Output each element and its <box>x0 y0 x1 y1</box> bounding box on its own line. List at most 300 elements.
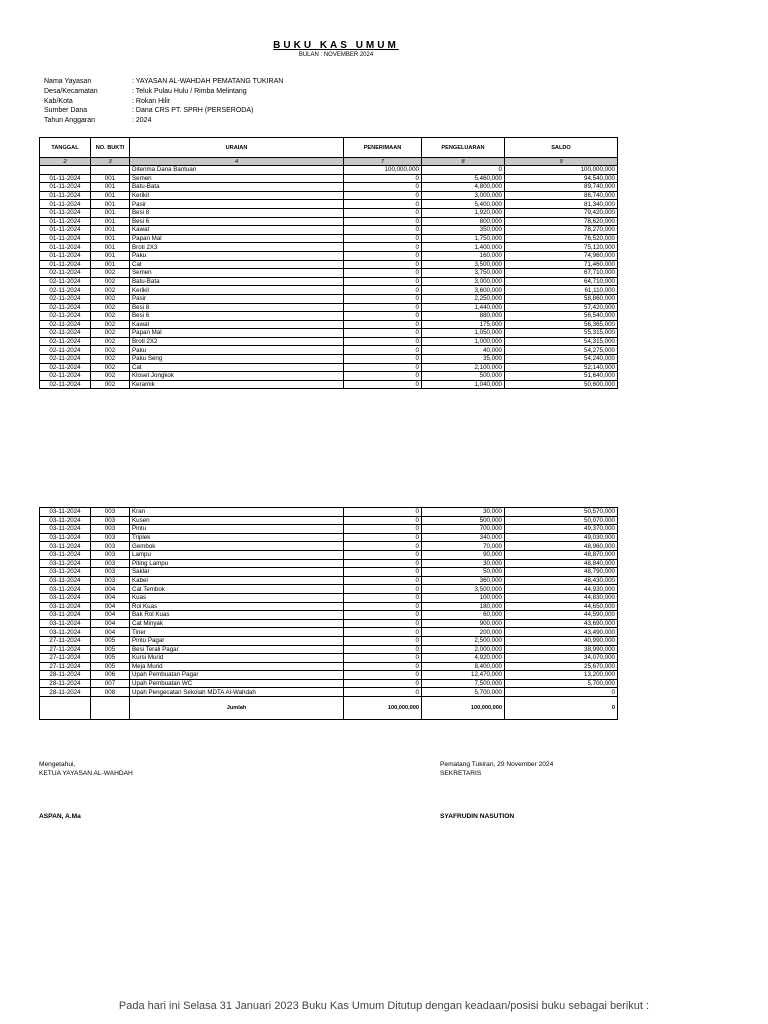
row-uraian: Meja Murid <box>130 662 344 671</box>
row-penerimaan: 0 <box>344 550 422 559</box>
row-pengeluaran: 1,920,000 <box>422 208 505 217</box>
row-uraian: Besi 6 <box>130 312 344 321</box>
row-pengeluaran: 100,000 <box>422 593 505 602</box>
info-label: Desa/Kecamatan <box>44 87 98 95</box>
info-row-tahun-anggaran <box>44 116 283 126</box>
row-no-bukti: 004 <box>91 619 130 628</box>
row-saldo: 79,420,000 <box>505 208 618 217</box>
row-tanggal: 03-11-2024 <box>40 559 91 568</box>
row-tanggal: 02-11-2024 <box>40 346 91 355</box>
row-no-bukti: 001 <box>91 174 130 183</box>
row-no-bukti: 002 <box>91 277 130 286</box>
signature-left-role: KETUA YAYASAN AL-WAHDAH <box>39 770 133 777</box>
column-number: 4 <box>130 158 344 166</box>
table-row <box>40 662 618 671</box>
row-penerimaan: 0 <box>344 559 422 568</box>
row-pengeluaran: 3,500,000 <box>422 260 505 269</box>
row-uraian: Paku <box>130 251 344 260</box>
row-no-bukti: 003 <box>91 576 130 585</box>
row-tanggal: 02-11-2024 <box>40 337 91 346</box>
row-saldo: 49,370,000 <box>505 525 618 534</box>
row-no-bukti: 003 <box>91 508 130 517</box>
row-uraian: Lampu <box>130 550 344 559</box>
row-no-bukti: 001 <box>91 217 130 226</box>
row-saldo: 49,030,000 <box>505 533 618 542</box>
row-penerimaan: 0 <box>344 645 422 654</box>
column-header-penerimaan: PENERIMAAN <box>344 138 422 158</box>
table-row <box>40 329 618 338</box>
row-uraian: Rol Kuas <box>130 602 344 611</box>
row-saldo: 48,870,000 <box>505 550 618 559</box>
row-pengeluaran: 180,000 <box>422 602 505 611</box>
row-penerimaan: 0 <box>344 654 422 663</box>
info-row-desa <box>44 87 283 97</box>
table-row <box>40 363 618 372</box>
row-saldo: 56,365,000 <box>505 320 618 329</box>
row-saldo: 40,990,000 <box>505 636 618 645</box>
row-penerimaan: 0 <box>344 508 422 517</box>
row-penerimaan: 0 <box>344 679 422 688</box>
column-header-pengeluaran: PENGELUARAN <box>422 138 505 158</box>
row-tanggal: 28-11-2024 <box>40 688 91 697</box>
info-value: : YAYASAN AL-WAHDAH PEMATANG TUKIRAN <box>132 78 284 85</box>
row-pengeluaran: 0 <box>422 166 505 175</box>
table-row <box>40 550 618 559</box>
total-saldo: 0 <box>505 697 618 720</box>
row-no-bukti: 005 <box>91 654 130 663</box>
row-saldo: 44,650,000 <box>505 602 618 611</box>
row-pengeluaran: 3,500,000 <box>422 585 505 594</box>
table-row <box>40 294 618 303</box>
row-saldo: 81,340,000 <box>505 200 618 209</box>
row-saldo: 57,420,000 <box>505 303 618 312</box>
row-pengeluaran: 5,700,000 <box>422 688 505 697</box>
row-penerimaan: 0 <box>344 286 422 295</box>
row-tanggal: 02-11-2024 <box>40 277 91 286</box>
row-no-bukti: 002 <box>91 380 130 389</box>
column-number: 9 <box>505 158 618 166</box>
row-uraian: Upah Pembuatan WC <box>130 679 344 688</box>
row-uraian: Piting Lampu <box>130 559 344 568</box>
row-saldo: 48,960,000 <box>505 542 618 551</box>
info-label: Nama Yayasan <box>44 78 92 85</box>
row-pengeluaran: 7,500,000 <box>422 679 505 688</box>
total-penerimaan: 100,000,000 <box>344 697 422 720</box>
table-row <box>40 303 618 312</box>
table-header-row <box>40 138 618 158</box>
row-tanggal: 02-11-2024 <box>40 320 91 329</box>
row-uraian: Paku Seng <box>130 355 344 364</box>
row-uraian: Cat Minyak <box>130 619 344 628</box>
row-no-bukti: 001 <box>91 183 130 192</box>
table-row <box>40 200 618 209</box>
info-value: : 2024 <box>132 117 152 125</box>
row-penerimaan: 0 <box>344 525 422 534</box>
ledger-table-page-2 <box>39 507 618 720</box>
row-pengeluaran: 12,470,000 <box>422 671 505 680</box>
row-tanggal: 03-11-2024 <box>40 525 91 534</box>
row-no-bukti: 005 <box>91 662 130 671</box>
row-tanggal <box>40 166 91 175</box>
row-pengeluaran: 880,000 <box>422 312 505 321</box>
table-row <box>40 234 618 243</box>
row-saldo: 71,460,000 <box>505 260 618 269</box>
row-penerimaan: 0 <box>344 355 422 364</box>
row-saldo: 78,270,000 <box>505 226 618 235</box>
row-penerimaan: 0 <box>344 533 422 542</box>
row-tanggal: 01-11-2024 <box>40 217 91 226</box>
row-saldo: 44,930,000 <box>505 585 618 594</box>
row-tanggal: 27-11-2024 <box>40 654 91 663</box>
table-row <box>40 312 618 321</box>
row-saldo: 94,540,000 <box>505 174 618 183</box>
row-saldo: 50,600,000 <box>505 380 618 389</box>
table-row <box>40 191 618 200</box>
row-no-bukti: 003 <box>91 550 130 559</box>
row-uraian: Kursi Murid <box>130 654 344 663</box>
row-penerimaan: 0 <box>344 234 422 243</box>
signature-right <box>440 760 553 821</box>
row-pengeluaran: 5,400,000 <box>422 200 505 209</box>
row-penerimaan: 0 <box>344 269 422 278</box>
row-pengeluaran: 1,040,000 <box>422 380 505 389</box>
row-saldo: 0 <box>505 688 618 697</box>
table-row <box>40 226 618 235</box>
table-row <box>40 636 618 645</box>
row-uraian: Paku <box>130 346 344 355</box>
row-pengeluaran: 30,000 <box>422 559 505 568</box>
row-no-bukti: 001 <box>91 226 130 235</box>
row-penerimaan: 0 <box>344 662 422 671</box>
row-tanggal: 01-11-2024 <box>40 174 91 183</box>
row-penerimaan: 0 <box>344 688 422 697</box>
row-tanggal: 28-11-2024 <box>40 679 91 688</box>
row-saldo: 58,860,000 <box>505 294 618 303</box>
row-pengeluaran: 3,000,000 <box>422 277 505 286</box>
row-uraian: Gembok <box>130 542 344 551</box>
table-row <box>40 585 618 594</box>
row-saldo: 76,520,000 <box>505 234 618 243</box>
row-no-bukti: 002 <box>91 337 130 346</box>
row-saldo: 86,740,000 <box>505 191 618 200</box>
table-row <box>40 688 618 697</box>
row-no-bukti: 001 <box>91 234 130 243</box>
row-tanggal: 03-11-2024 <box>40 576 91 585</box>
row-uraian: Kawat <box>130 226 344 235</box>
row-uraian: Kuas <box>130 593 344 602</box>
row-no-bukti: 001 <box>91 200 130 209</box>
table-row <box>40 355 618 364</box>
row-no-bukti: 002 <box>91 363 130 372</box>
row-penerimaan: 0 <box>344 260 422 269</box>
total-label: Jumlah <box>130 697 344 720</box>
row-no-bukti: 003 <box>91 568 130 577</box>
column-number: 7 <box>344 158 422 166</box>
row-uraian: Pasir <box>130 294 344 303</box>
row-no-bukti: 003 <box>91 525 130 534</box>
row-pengeluaran: 2,250,000 <box>422 294 505 303</box>
table-row <box>40 174 618 183</box>
column-header-uraian: URAIAN <box>130 138 344 158</box>
row-saldo: 67,710,000 <box>505 269 618 278</box>
row-pengeluaran: 4,920,000 <box>422 654 505 663</box>
row-penerimaan: 0 <box>344 516 422 525</box>
row-uraian: Besi Terali Pagar <box>130 645 344 654</box>
row-uraian: Kusen <box>130 516 344 525</box>
row-penerimaan: 100,000,000 <box>344 166 422 175</box>
row-saldo: 25,670,000 <box>505 662 618 671</box>
row-tanggal: 01-11-2024 <box>40 260 91 269</box>
row-no-bukti: 003 <box>91 516 130 525</box>
signature-left-name: ASPAN, A.Ma <box>39 813 81 820</box>
row-tanggal: 02-11-2024 <box>40 372 91 381</box>
ledger-table-page-1 <box>39 137 618 389</box>
info-label: Kab/Kota <box>44 97 73 105</box>
row-saldo: 64,710,000 <box>505 277 618 286</box>
column-header-tanggal: TANGGAL <box>40 138 91 158</box>
row-no-bukti: 003 <box>91 542 130 551</box>
row-uraian: Batu-Bata <box>130 183 344 192</box>
column-number: 8 <box>422 158 505 166</box>
row-penerimaan: 0 <box>344 251 422 260</box>
row-no-bukti: 001 <box>91 251 130 260</box>
table-row <box>40 602 618 611</box>
row-saldo: 55,315,000 <box>505 329 618 338</box>
row-tanggal: 03-11-2024 <box>40 516 91 525</box>
row-uraian: Upah Pembuatan Pagar <box>130 671 344 680</box>
row-saldo: 61,110,000 <box>505 286 618 295</box>
row-pengeluaran: 4,800,000 <box>422 183 505 192</box>
row-penerimaan: 0 <box>344 294 422 303</box>
row-no-bukti: 005 <box>91 636 130 645</box>
row-uraian: Pintu Pagar <box>130 636 344 645</box>
row-penerimaan: 0 <box>344 585 422 594</box>
row-uraian: Papan Mal <box>130 234 344 243</box>
document-title: BUKU KAS UMUM <box>273 40 399 51</box>
row-saldo: 74,960,000 <box>505 251 618 260</box>
row-saldo: 54,240,000 <box>505 355 618 364</box>
row-uraian: Tiner <box>130 628 344 637</box>
row-tanggal: 03-11-2024 <box>40 550 91 559</box>
info-value: : Dana CRS PT. SPRH (PERSERODA) <box>132 107 254 115</box>
table-row <box>40 611 618 620</box>
row-tanggal: 03-11-2024 <box>40 568 91 577</box>
row-saldo: 5,700,000 <box>505 679 618 688</box>
table-row <box>40 508 618 517</box>
row-penerimaan: 0 <box>344 217 422 226</box>
row-uraian: Cat <box>130 363 344 372</box>
total-cell-empty <box>91 697 130 720</box>
row-pengeluaran: 175,000 <box>422 320 505 329</box>
table-row <box>40 645 618 654</box>
table-row <box>40 269 618 278</box>
row-no-bukti: 002 <box>91 346 130 355</box>
row-tanggal: 02-11-2024 <box>40 303 91 312</box>
row-penerimaan: 0 <box>344 208 422 217</box>
row-penerimaan: 0 <box>344 312 422 321</box>
row-tanggal: 01-11-2024 <box>40 226 91 235</box>
row-uraian: Kerikil <box>130 286 344 295</box>
row-uraian: Upah Pengecatan Sekolah MDTA Al-Wahdah <box>130 688 344 697</box>
row-uraian: Semen <box>130 269 344 278</box>
row-tanggal: 02-11-2024 <box>40 363 91 372</box>
row-saldo: 75,120,000 <box>505 243 618 252</box>
row-tanggal: 02-11-2024 <box>40 294 91 303</box>
row-pengeluaran: 50,000 <box>422 568 505 577</box>
row-saldo: 44,590,000 <box>505 611 618 620</box>
row-penerimaan: 0 <box>344 628 422 637</box>
row-saldo: 43,490,000 <box>505 628 618 637</box>
row-uraian: Besi 8 <box>130 303 344 312</box>
row-penerimaan: 0 <box>344 363 422 372</box>
table-row <box>40 320 618 329</box>
table-row <box>40 628 618 637</box>
row-pengeluaran: 2,000,000 <box>422 645 505 654</box>
row-tanggal: 03-11-2024 <box>40 628 91 637</box>
table-row <box>40 593 618 602</box>
row-no-bukti: 002 <box>91 320 130 329</box>
row-pengeluaran: 60,000 <box>422 611 505 620</box>
table-row <box>40 671 618 680</box>
row-pengeluaran: 200,000 <box>422 628 505 637</box>
row-uraian: Saklar <box>130 568 344 577</box>
row-no-bukti: 001 <box>91 191 130 200</box>
row-pengeluaran: 40,000 <box>422 346 505 355</box>
row-pengeluaran: 30,000 <box>422 508 505 517</box>
row-no-bukti: 002 <box>91 286 130 295</box>
row-saldo: 48,840,000 <box>505 559 618 568</box>
info-row-sumber-dana <box>44 106 283 116</box>
table-row <box>40 516 618 525</box>
row-tanggal: 01-11-2024 <box>40 208 91 217</box>
row-penerimaan: 0 <box>344 174 422 183</box>
row-no-bukti: 002 <box>91 329 130 338</box>
row-penerimaan: 0 <box>344 303 422 312</box>
row-tanggal: 03-11-2024 <box>40 533 91 542</box>
row-tanggal: 27-11-2024 <box>40 662 91 671</box>
row-no-bukti: 002 <box>91 312 130 321</box>
table-row <box>40 251 618 260</box>
row-penerimaan: 0 <box>344 329 422 338</box>
row-uraian: Kloset Jongkok <box>130 372 344 381</box>
table-row <box>40 337 618 346</box>
table-row <box>40 183 618 192</box>
table-row <box>40 679 618 688</box>
info-row-yayasan <box>44 77 283 87</box>
row-penerimaan: 0 <box>344 200 422 209</box>
row-penerimaan: 0 <box>344 602 422 611</box>
row-penerimaan: 0 <box>344 671 422 680</box>
row-pengeluaran: 700,000 <box>422 525 505 534</box>
row-penerimaan: 0 <box>344 611 422 620</box>
row-penerimaan: 0 <box>344 636 422 645</box>
row-no-bukti: 001 <box>91 243 130 252</box>
table-row <box>40 217 618 226</box>
table-row <box>40 576 618 585</box>
row-saldo: 50,570,000 <box>505 508 618 517</box>
info-label: Sumber Dana <box>44 107 88 115</box>
table-row <box>40 619 618 628</box>
row-tanggal: 01-11-2024 <box>40 200 91 209</box>
row-saldo: 43,690,000 <box>505 619 618 628</box>
table-row <box>40 208 618 217</box>
table-row <box>40 243 618 252</box>
info-value: : Teluk Pulau Hulu / Rimba Melintang <box>132 87 247 95</box>
row-tanggal: 01-11-2024 <box>40 243 91 252</box>
row-penerimaan: 0 <box>344 277 422 286</box>
info-label: Tahun Anggaran <box>44 117 95 125</box>
document-period: BULAN : NOVEMBER 2024 <box>298 52 374 58</box>
row-pengeluaran: 1,750,000 <box>422 234 505 243</box>
row-uraian: Papan Mal <box>130 329 344 338</box>
table-row <box>40 346 618 355</box>
signature-right-role: SEKRETARIS <box>440 770 482 777</box>
row-tanggal: 03-11-2024 <box>40 602 91 611</box>
row-saldo: 56,540,000 <box>505 312 618 321</box>
row-saldo: 34,070,000 <box>505 654 618 663</box>
row-no-bukti: 004 <box>91 593 130 602</box>
row-penerimaan: 0 <box>344 346 422 355</box>
row-no-bukti: 001 <box>91 260 130 269</box>
row-tanggal: 02-11-2024 <box>40 269 91 278</box>
row-pengeluaran: 8,400,000 <box>422 662 505 671</box>
row-tanggal: 01-11-2024 <box>40 183 91 192</box>
row-pengeluaran: 5,460,000 <box>422 174 505 183</box>
info-block <box>44 77 283 126</box>
table-row <box>40 260 618 269</box>
signature-right-name: SYAFRUDIN NASUTION <box>440 813 515 820</box>
row-penerimaan: 0 <box>344 576 422 585</box>
table-row <box>40 372 618 381</box>
row-no-bukti: 006 <box>91 671 130 680</box>
total-cell-empty <box>40 697 91 720</box>
row-tanggal: 01-11-2024 <box>40 251 91 260</box>
row-penerimaan: 0 <box>344 226 422 235</box>
row-pengeluaran: 1,400,000 <box>422 243 505 252</box>
row-pengeluaran: 340,000 <box>422 533 505 542</box>
row-no-bukti: 001 <box>91 208 130 217</box>
signature-left <box>39 760 133 821</box>
row-pengeluaran: 3,750,000 <box>422 269 505 278</box>
row-tanggal: 27-11-2024 <box>40 645 91 654</box>
row-saldo: 89,740,000 <box>505 183 618 192</box>
row-penerimaan: 0 <box>344 183 422 192</box>
row-tanggal: 02-11-2024 <box>40 312 91 321</box>
row-uraian: Cat <box>130 260 344 269</box>
row-pengeluaran: 3,000,000 <box>422 191 505 200</box>
row-tanggal: 27-11-2024 <box>40 636 91 645</box>
row-no-bukti: 003 <box>91 559 130 568</box>
row-no-bukti: 005 <box>91 645 130 654</box>
row-tanggal: 03-11-2024 <box>40 585 91 594</box>
row-pengeluaran: 350,000 <box>422 226 505 235</box>
row-saldo: 52,140,000 <box>505 363 618 372</box>
row-uraian: Broti 2X2 <box>130 337 344 346</box>
row-no-bukti: 008 <box>91 688 130 697</box>
row-saldo: 51,640,000 <box>505 372 618 381</box>
row-saldo: 100,000,000 <box>505 166 618 175</box>
row-penerimaan: 0 <box>344 380 422 389</box>
table-row <box>40 542 618 551</box>
row-penerimaan: 0 <box>344 542 422 551</box>
row-saldo: 48,790,000 <box>505 568 618 577</box>
total-pengeluaran: 100,000,000 <box>422 697 505 720</box>
row-tanggal: 03-11-2024 <box>40 611 91 620</box>
row-no-bukti: 004 <box>91 628 130 637</box>
row-uraian: Batu-Bata <box>130 277 344 286</box>
signature-left-line1: Mengetahui, <box>39 761 76 768</box>
row-penerimaan: 0 <box>344 337 422 346</box>
